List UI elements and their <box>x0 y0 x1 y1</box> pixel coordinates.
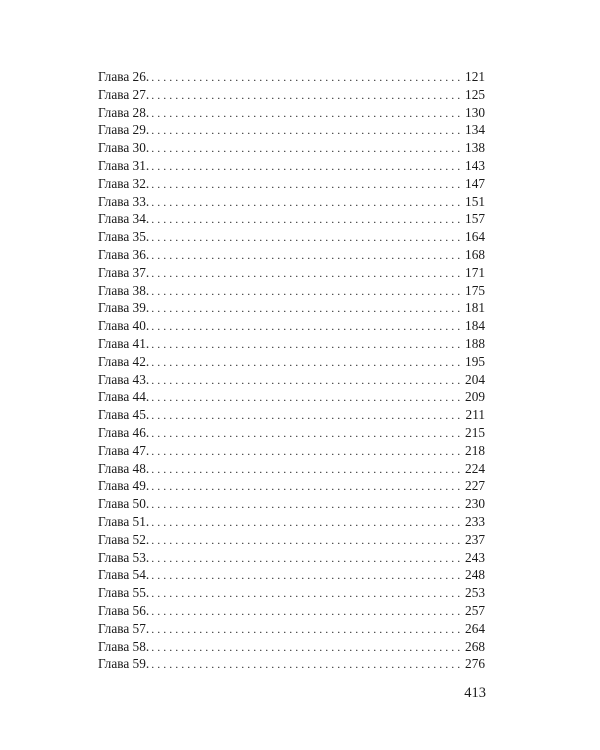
toc-entry-title: Глава 28. <box>98 104 150 120</box>
toc-entry <box>98 655 485 673</box>
toc-entry-title: Глава 27. <box>98 86 150 102</box>
toc-dot-leader <box>151 496 460 514</box>
toc-entry-title: Глава 46. <box>98 424 150 440</box>
toc-entry-title: Глава 51. <box>98 513 150 529</box>
toc-entry <box>98 495 485 513</box>
toc-dot-leader <box>151 443 460 461</box>
toc-entry-title: Глава 47. <box>98 442 150 458</box>
toc-entry-page: 188 <box>465 335 485 351</box>
toc-entry <box>98 68 485 86</box>
toc-dot-leader <box>151 69 460 87</box>
toc-entry <box>98 371 485 389</box>
toc-entry <box>98 299 485 317</box>
toc-entry-title: Глава 29. <box>98 122 150 138</box>
toc-entry <box>98 406 485 424</box>
toc-entry-title: Глава 55. <box>98 585 150 601</box>
toc-entry-title: Глава 48. <box>98 460 150 476</box>
toc-entry-title: Глава 38. <box>98 282 150 298</box>
toc-entry-page: 264 <box>465 620 485 636</box>
toc-entry <box>98 139 485 157</box>
toc-entry-page: 151 <box>465 193 485 209</box>
toc-entry-page: 230 <box>465 496 485 512</box>
toc-entry-title: Глава 54. <box>98 567 150 583</box>
table-of-contents <box>98 68 485 673</box>
toc-dot-leader <box>151 372 460 390</box>
toc-entry <box>98 477 485 495</box>
toc-entry-title: Глава 42. <box>98 353 150 369</box>
toc-entry <box>98 602 485 620</box>
toc-entry-title: Глава 26. <box>98 69 150 84</box>
toc-dot-leader <box>151 300 460 318</box>
toc-entry <box>98 193 485 211</box>
toc-entry-title: Глава 41. <box>98 335 150 351</box>
toc-entry-page: 248 <box>465 567 485 583</box>
toc-dot-leader <box>151 229 460 247</box>
toc-entry <box>98 513 485 531</box>
toc-entry-page: 181 <box>465 300 485 316</box>
page-number: 413 <box>464 685 486 701</box>
toc-dot-leader <box>151 621 460 639</box>
toc-dot-leader <box>151 585 460 603</box>
toc-entry <box>98 460 485 478</box>
toc-entry <box>98 620 485 638</box>
toc-entry-page: 253 <box>465 585 485 601</box>
toc-entry-page: 168 <box>465 246 485 262</box>
toc-entry-page: 157 <box>465 211 485 227</box>
toc-entry-title: Глава 30. <box>98 140 150 156</box>
toc-entry-title: Глава 37. <box>98 264 150 280</box>
toc-entry-title: Глава 34. <box>98 211 150 227</box>
toc-dot-leader <box>151 283 460 301</box>
toc-entry <box>98 228 485 246</box>
toc-dot-leader <box>151 656 460 674</box>
toc-entry-title: Глава 40. <box>98 318 150 334</box>
toc-entry-page: 195 <box>465 353 485 369</box>
toc-dot-leader <box>151 639 460 657</box>
toc-entry-title: Глава 39. <box>98 300 150 316</box>
toc-entry-page: 204 <box>465 371 485 387</box>
toc-dot-leader <box>151 478 460 496</box>
toc-entry-page: 125 <box>465 86 485 102</box>
toc-entry-page: 121 <box>465 69 485 84</box>
toc-entry-title: Глава 57. <box>98 620 150 636</box>
toc-entry-page: 276 <box>465 656 485 672</box>
toc-entry <box>98 210 485 228</box>
toc-dot-leader <box>151 389 460 407</box>
toc-dot-leader <box>151 211 460 229</box>
toc-entry <box>98 566 485 584</box>
toc-dot-leader <box>151 247 460 265</box>
toc-dot-leader <box>151 105 460 123</box>
toc-entry <box>98 531 485 549</box>
toc-entry-title: Глава 31. <box>98 157 150 173</box>
toc-dot-leader <box>151 158 460 176</box>
toc-entry-title: Глава 32. <box>98 175 150 191</box>
toc-entry-title: Глава 43. <box>98 371 150 387</box>
toc-entry-page: 237 <box>465 531 485 547</box>
toc-entry-page: 134 <box>465 122 485 138</box>
toc-dot-leader <box>151 603 460 621</box>
toc-dot-leader <box>151 407 460 425</box>
toc-entry-page: 227 <box>465 478 485 494</box>
toc-entry <box>98 584 485 602</box>
toc-entry-page: 143 <box>465 157 485 173</box>
toc-entry <box>98 246 485 264</box>
toc-entry-title: Глава 52. <box>98 531 150 547</box>
toc-entry <box>98 388 485 406</box>
toc-dot-leader <box>151 550 460 568</box>
toc-entry <box>98 442 485 460</box>
toc-entry-title: Глава 53. <box>98 549 150 565</box>
toc-dot-leader <box>151 318 460 336</box>
toc-entry-page: 224 <box>465 460 485 476</box>
toc-entry-title: Глава 35. <box>98 229 150 245</box>
toc-entry <box>98 282 485 300</box>
toc-entry-title: Глава 36. <box>98 246 150 262</box>
toc-dot-leader <box>151 122 460 140</box>
toc-entry <box>98 638 485 656</box>
toc-entry <box>98 353 485 371</box>
toc-entry <box>98 157 485 175</box>
toc-entry <box>98 175 485 193</box>
toc-entry-page: 164 <box>465 229 485 245</box>
toc-dot-leader <box>151 265 460 283</box>
toc-entry-page: 171 <box>465 264 485 280</box>
toc-entry-title: Глава 45. <box>98 407 150 423</box>
toc-entry-page: 209 <box>465 389 485 405</box>
toc-dot-leader <box>151 425 460 443</box>
toc-dot-leader <box>151 87 460 105</box>
toc-entry-page: 184 <box>465 318 485 334</box>
toc-entry <box>98 549 485 567</box>
toc-entry-page: 211 <box>465 407 485 423</box>
toc-entry-page: 130 <box>465 104 485 120</box>
toc-entry-page: 175 <box>465 282 485 298</box>
toc-entry-title: Глава 33. <box>98 193 150 209</box>
toc-dot-leader <box>151 567 460 585</box>
toc-entry <box>98 104 485 122</box>
toc-dot-leader <box>151 336 460 354</box>
toc-entry-title: Глава 58. <box>98 638 150 654</box>
toc-entry-page: 147 <box>465 175 485 191</box>
toc-entry-page: 218 <box>465 442 485 458</box>
toc-entry-title: Глава 44. <box>98 389 150 405</box>
toc-entry-page: 138 <box>465 140 485 156</box>
toc-entry-page: 268 <box>465 638 485 654</box>
toc-dot-leader <box>151 532 460 550</box>
toc-dot-leader <box>151 176 460 194</box>
toc-entry-title: Глава 49. <box>98 478 150 494</box>
toc-dot-leader <box>151 514 460 532</box>
toc-entry <box>98 335 485 353</box>
toc-entry-page: 257 <box>465 602 485 618</box>
toc-entry-page: 233 <box>465 513 485 529</box>
toc-dot-leader <box>151 461 460 479</box>
toc-entry <box>98 424 485 442</box>
toc-dot-leader <box>151 354 460 372</box>
toc-dot-leader <box>151 140 460 158</box>
toc-entry-title: Глава 56. <box>98 602 150 618</box>
toc-entry <box>98 317 485 335</box>
toc-entry-page: 243 <box>465 549 485 565</box>
toc-entry-page: 215 <box>465 424 485 440</box>
toc-entry <box>98 121 485 139</box>
toc-entry-title: Глава 50. <box>98 496 150 512</box>
toc-entry <box>98 264 485 282</box>
toc-entry-title: Глава 59. <box>98 656 150 672</box>
toc-dot-leader <box>151 194 460 212</box>
toc-entry <box>98 86 485 104</box>
